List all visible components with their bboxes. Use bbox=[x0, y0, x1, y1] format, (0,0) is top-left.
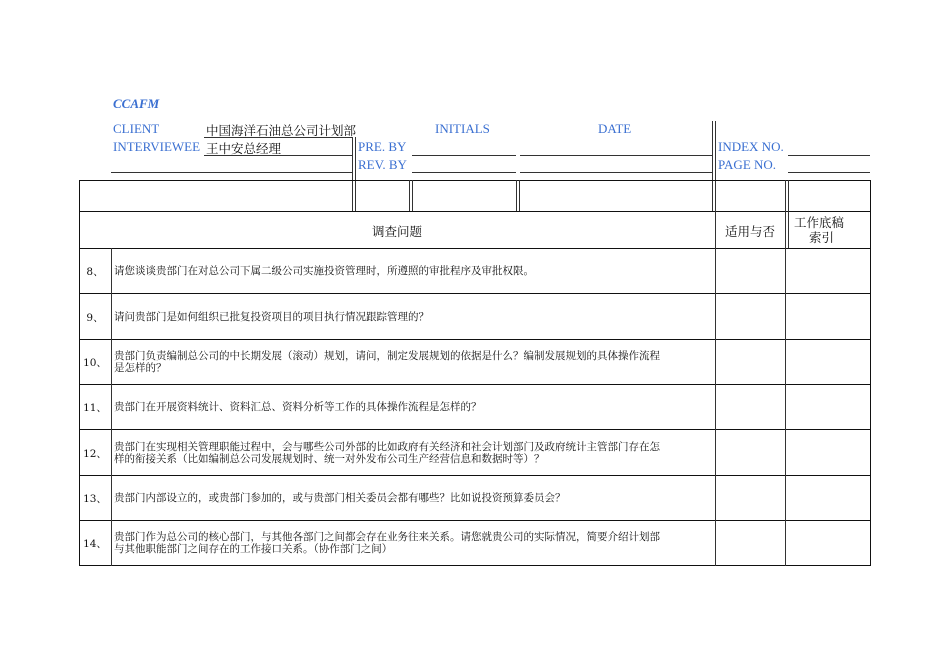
question-text-line: 与其他职能部门之间存在的工作接口关系。（协作部门之间） bbox=[114, 543, 393, 555]
cell-divider bbox=[111, 475, 112, 521]
question-text-line: 请问贵部门是如何组织已批复投资项目的项目执行情况跟踪管理的？ bbox=[114, 311, 429, 323]
page-no-line bbox=[788, 172, 870, 173]
question-text bbox=[114, 350, 714, 374]
cell-divider bbox=[785, 248, 786, 294]
column-header-question: 调查问题 bbox=[371, 224, 422, 239]
cell-divider bbox=[785, 429, 786, 476]
cell-divider bbox=[111, 293, 112, 340]
pre-by-label: PRE. BY bbox=[358, 139, 407, 154]
logo-text: CCAFM bbox=[113, 96, 160, 111]
question-text-line: 贵部门在实现相关管理职能过程中，会与哪些公司外部的比如政府有关经济和社会计划部门及政府统计主管部门存在怎 bbox=[114, 441, 660, 453]
question-text-line: 样的衔接关系（比如编制总公司发展规划时、统一对外发布公司生产经营信息和数据时等）？ bbox=[114, 453, 545, 465]
date-label: DATE bbox=[598, 121, 632, 136]
question-number: 11、 bbox=[83, 402, 107, 414]
question-text bbox=[114, 311, 714, 323]
cell-divider bbox=[785, 211, 786, 249]
cell-divider bbox=[516, 180, 517, 212]
client-label: CLIENT bbox=[113, 121, 160, 136]
cell-divider bbox=[111, 248, 112, 294]
cell-divider bbox=[788, 180, 789, 212]
question-number: 13、 bbox=[83, 493, 107, 505]
rev-by-date-line bbox=[520, 172, 712, 173]
question-text bbox=[114, 531, 714, 555]
cell-divider bbox=[715, 339, 716, 385]
cell-divider bbox=[111, 520, 112, 566]
column-header-index bbox=[789, 215, 849, 245]
cell-divider bbox=[715, 429, 716, 476]
initials-label: INITIALS bbox=[435, 121, 490, 136]
pre-by-date-line bbox=[520, 155, 712, 156]
cell-divider bbox=[785, 520, 786, 566]
page-no-label: PAGE NO. bbox=[718, 157, 777, 172]
cell-divider bbox=[785, 180, 786, 212]
cell-divider bbox=[785, 384, 786, 430]
question-number: 12、 bbox=[83, 448, 107, 460]
cell-divider bbox=[785, 339, 786, 385]
column-header-applicable: 适用与否 bbox=[724, 224, 775, 239]
pre-by-initials-line bbox=[412, 155, 516, 156]
question-number: 9、 bbox=[86, 312, 104, 324]
interviewee-bottom-rule bbox=[111, 172, 353, 173]
question-text bbox=[114, 265, 714, 277]
interviewee-value: 王中安总经理 bbox=[206, 141, 282, 156]
interviewee-label: INTERVIEWEE bbox=[113, 139, 201, 154]
question-number: 14、 bbox=[83, 538, 107, 550]
question-text bbox=[114, 492, 714, 504]
question-text bbox=[114, 401, 714, 413]
client-value: 中国海洋石油总公司计划部 bbox=[206, 123, 357, 138]
question-text-line: 贵部门负责编制总公司的中长期发展（滚动）规划，请问，制定发展规划的依据是什么？编制发展规划的具体操作流程 bbox=[114, 350, 660, 362]
column-header-index-line2: 索引 bbox=[809, 230, 835, 245]
question-text bbox=[114, 441, 714, 465]
cell-divider bbox=[715, 475, 716, 521]
cell-divider bbox=[715, 293, 716, 340]
cell-divider bbox=[111, 429, 112, 476]
cell-divider bbox=[785, 475, 786, 521]
question-text-line: 请您谈谈贵部门在对总公司下属二级公司实施投资管理时，所遵照的审批程序及审批权限。 bbox=[114, 265, 534, 277]
index-no-line bbox=[788, 155, 870, 156]
cell-divider bbox=[111, 339, 112, 385]
column-header-index-line1: 工作底稿 bbox=[793, 215, 844, 230]
question-text-line: 贵部门在开展资料统计、资料汇总、资料分析等工作的具体操作流程是怎样的？ bbox=[114, 401, 482, 413]
cell-divider bbox=[715, 248, 716, 294]
question-number: 8、 bbox=[86, 266, 104, 278]
rev-by-label: REV. BY bbox=[358, 157, 407, 172]
cell-divider bbox=[519, 180, 520, 212]
interviewee-underline bbox=[204, 155, 352, 156]
client-underline bbox=[204, 137, 352, 138]
question-text-line: 贵部门作为总公司的核心部门，与其他各部门之间都会存在业务往来关系。请您就贵公司的实际情况，简要介绍计划部 bbox=[114, 531, 660, 543]
rev-by-initials-line bbox=[412, 172, 516, 173]
blank-header-row bbox=[79, 180, 871, 212]
index-no-label: INDEX NO. bbox=[718, 139, 784, 154]
cell-divider bbox=[409, 180, 410, 212]
cell-divider bbox=[715, 384, 716, 430]
question-text-line: 是怎样的？ bbox=[114, 362, 167, 374]
question-text-line: 贵部门内部设立的，或贵部门参加的，或与贵部门相关委员会都有哪些？比如说投资预算委员会？ bbox=[114, 492, 566, 504]
cell-divider bbox=[412, 180, 413, 212]
cell-divider bbox=[715, 520, 716, 566]
question-number: 10、 bbox=[83, 357, 107, 369]
cell-divider bbox=[111, 384, 112, 430]
cell-divider bbox=[785, 293, 786, 340]
